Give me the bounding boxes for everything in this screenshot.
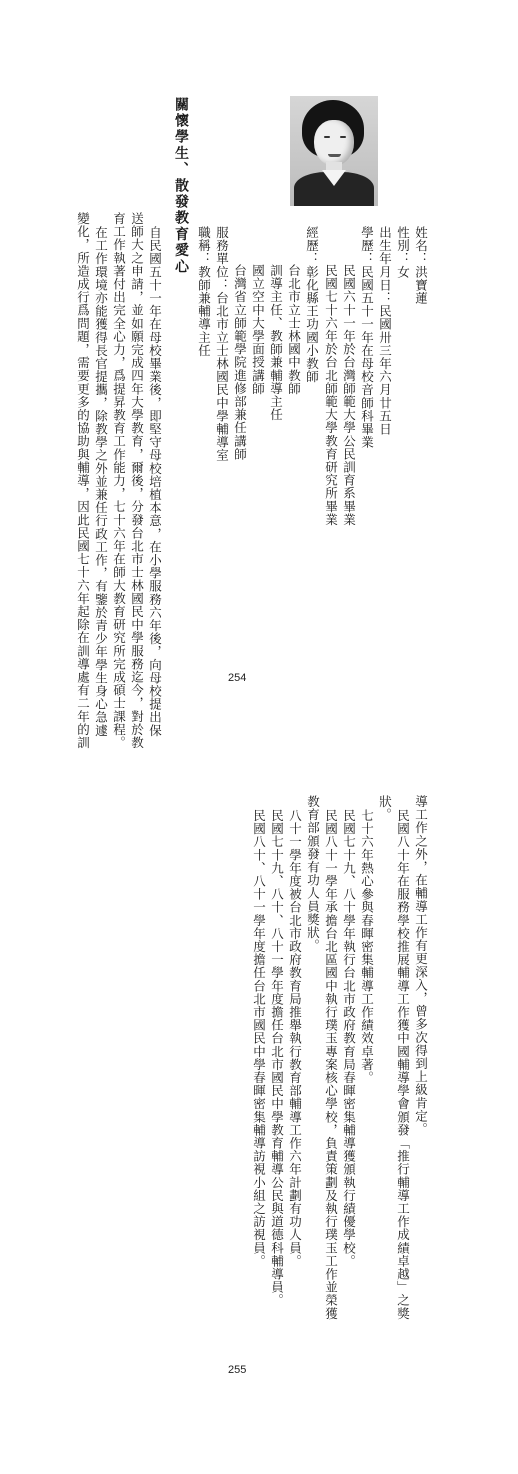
page-255 (0, 737, 518, 1474)
profile-workplace: 服務單位：台北市立士林國民中學輔導室 (214, 226, 230, 462)
body-paragraph-line: 在工作環境亦能獲得長官提攜，除教學之外並兼任行政工作，有鑒於青少年學生身心急遽 (93, 226, 109, 737)
body-paragraph-line: 送師大之申請，並如願完成四年大學教育，爾後，分發台北市士林國民中學服務迄今，對於教 (129, 212, 145, 750)
portrait-photo (290, 96, 378, 206)
profile-experience: 經歷：彰化縣王功國小教師 (304, 226, 320, 384)
body-paragraph-line: 民國七十九、八十、八十一學年度擔任台北市國民中學教育輔導公民與道德科輔導員。 (269, 809, 285, 1307)
profile-education-line: 民國六十一年於台灣師範大學公民訓育系畢業 (341, 264, 357, 526)
profile-education-line: 民國七十六年於台北師範大學教育研究所畢業 (323, 264, 339, 526)
body-paragraph-line: 狀。 (377, 795, 393, 822)
body-paragraph-line: 教育部頒發有功人員獎狀。 (305, 795, 321, 953)
article-title: 關懷學生、散發教育愛心 (173, 97, 189, 276)
body-paragraph-line: 八十一學年度被台北市政府教育局推舉執行教育部輔導工作六年計劃有功人員。 (287, 809, 303, 1268)
profile-experience-line: 訓導主任、教師兼輔導主任 (268, 264, 284, 422)
portrait-eye (340, 136, 346, 138)
body-paragraph-line: 育工作執著付出完全心力，爲提昇教育工作能力，七十六年在師大教育研究所完成碩士課程。 (111, 212, 127, 750)
body-paragraph-line: 民國八十一學年承擔台北區國中執行璞玉專案核心學校，負責策劃及執行璞玉工作並榮獲 (323, 809, 339, 1320)
portrait-face (314, 120, 354, 166)
profile-experience-line: 國立空中大學面授講師 (250, 264, 266, 395)
body-paragraph-line: 民國七十九、八十學年執行台北市政府教育局春暉密集輔導獲頒執行績優學校。 (341, 809, 357, 1268)
profile-experience-line: 台灣省立師範學院進修部兼任講師 (232, 264, 248, 461)
body-paragraph-line: 七十六年熱心參與春暉密集輔導工作績效卓著。 (359, 809, 375, 1085)
profile-name: 姓名：洪寶蓮 (413, 226, 429, 305)
body-paragraph-line: 變化，所造成行爲問題，需要更多的協助與輔導，因此民國七十六年起除在訓導處有二年的訓 (75, 212, 91, 750)
profile-gender: 性別：女 (395, 226, 411, 279)
body-paragraph-line: 導工作之外，在輔導工作有更深入，曾多次得到上級肯定。 (413, 795, 429, 1136)
profile-experience-line: 台北市立士林國中教師 (286, 264, 302, 395)
page-number: 255 (228, 1364, 247, 1376)
page-number: 254 (228, 672, 247, 684)
portrait-mouth (328, 154, 341, 157)
body-paragraph-line: 民國八十年在服務學校推展輔導工作獲中國輔導學會頒發「推行輔導工作成績卓越」之獎 (395, 809, 411, 1320)
profile-position: 職稱：教師兼輔導主任 (196, 226, 212, 357)
body-paragraph-line: 民國八十、八十一學年度擔任台北市國民中學春暉密集輔導訪視小組之訪視員。 (251, 809, 267, 1268)
profile-education: 學歷：民國五十一年在母校音師科畢業 (359, 226, 375, 449)
body-paragraph-line: 自民國五十一年在母校畢業後，即堅守母校培植本意，在小學服務六年後，向母校提出保 (147, 226, 163, 737)
profile-birth: 出生年月日：民國卅三年六月廿五日 (377, 226, 393, 436)
portrait-eye (324, 136, 330, 138)
